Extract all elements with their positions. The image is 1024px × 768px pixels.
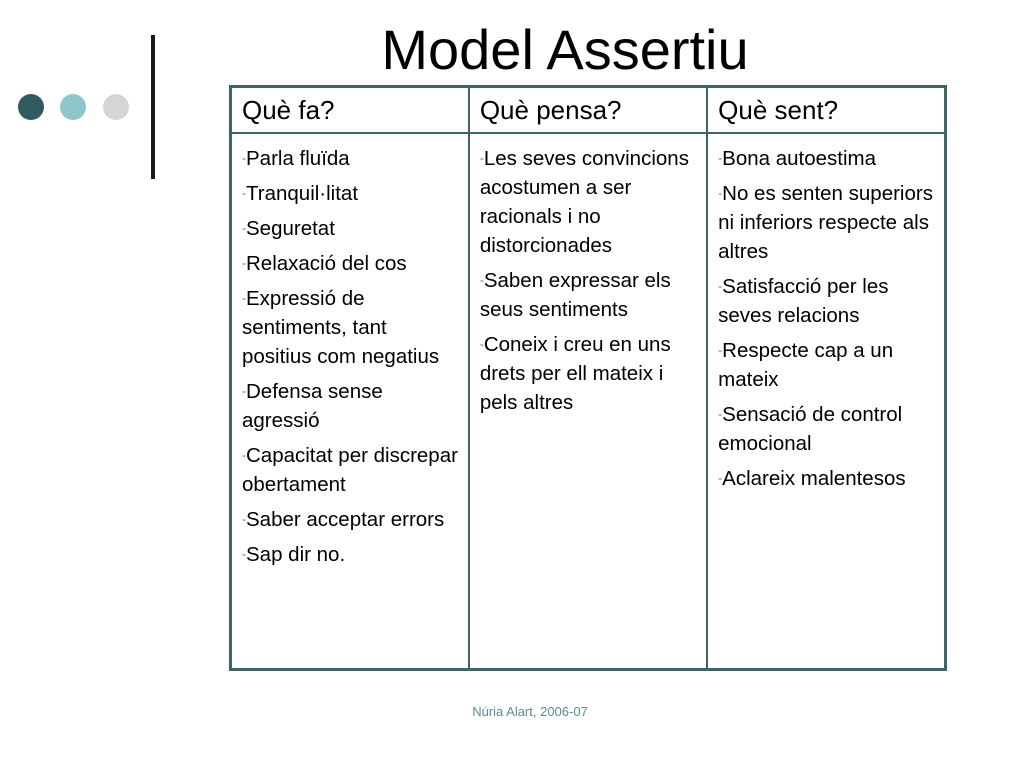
list-que-fa [242, 144, 460, 569]
list-item [480, 144, 698, 260]
list-item-text: Saber acceptar errors [246, 508, 445, 531]
column-que-fa [231, 133, 469, 670]
assertive-model-table [229, 85, 947, 671]
list-item [242, 377, 460, 435]
dash-bullet-icon: - [718, 151, 723, 165]
dash-bullet-icon: - [242, 547, 246, 561]
dash-bullet-icon: - [718, 407, 723, 421]
list-item [242, 505, 460, 534]
list-item [242, 284, 460, 371]
list-item-text: Les seves convincions acostumen a ser racionals i no distorcionades [479, 147, 689, 257]
list-item-text: Defensa sense agressió [242, 380, 383, 432]
list-que-sent [718, 144, 936, 493]
list-item [242, 179, 460, 208]
list-que-pensa [480, 144, 698, 417]
list-item-text: Bona autoestima [722, 147, 877, 170]
list-item-text: Saben expressar els seus sentiments [479, 269, 671, 321]
list-item [718, 144, 936, 173]
dash-bullet-icon: - [242, 186, 246, 200]
dash-bullet-icon: - [242, 291, 246, 305]
list-item [242, 441, 460, 499]
column-que-sent [707, 133, 945, 670]
list-item-text: Satisfacció per les seves relacions [718, 275, 889, 327]
dash-bullet-icon: - [718, 471, 723, 485]
list-item [242, 144, 460, 173]
list-item [242, 214, 460, 243]
list-item-text: Sensació de control emocional [718, 403, 903, 455]
list-item [718, 272, 936, 330]
list-item [718, 464, 936, 493]
header-que-sent: Què sent? [707, 87, 945, 134]
list-item [480, 330, 698, 417]
dash-bullet-icon: - [718, 279, 723, 293]
list-item-text: Aclareix malentesos [722, 467, 906, 490]
footer-credit: Núria Alart, 2006-07 [472, 704, 588, 719]
list-item [480, 266, 698, 324]
list-item-text: Relaxació del cos [246, 252, 407, 275]
list-item-text: Sap dir no. [246, 543, 346, 566]
list-item-text: Capacitat per discrepar obertament [242, 444, 458, 496]
header-que-fa: Què fa? [231, 87, 469, 134]
list-item-text: Expressió de sentiments, tant positius com negatius [242, 287, 440, 368]
list-item-text: Coneix i creu en uns drets per ell mateix i pels altres [479, 333, 671, 414]
dark-dot-icon [18, 94, 44, 120]
dash-bullet-icon: - [242, 448, 246, 462]
list-item [718, 336, 936, 394]
dash-bullet-icon: - [242, 256, 246, 270]
list-item [242, 540, 460, 569]
header-row [231, 87, 946, 134]
gray-dot-icon [103, 94, 129, 120]
dash-bullet-icon: - [479, 337, 484, 351]
list-item [718, 400, 936, 458]
dash-bullet-icon: - [718, 343, 723, 357]
dash-bullet-icon: - [242, 512, 246, 526]
list-item [242, 249, 460, 278]
dash-bullet-icon: - [242, 221, 246, 235]
dash-bullet-icon: - [242, 384, 246, 398]
list-item-text: No es senten superiors ni inferiors respecte als altres [718, 182, 933, 263]
dash-bullet-icon: - [479, 151, 484, 165]
dash-bullet-icon: - [718, 186, 723, 200]
dash-bullet-icon: - [479, 273, 484, 287]
content-row [231, 133, 946, 670]
teal-dot-icon [60, 94, 86, 120]
list-item-text: Parla fluïda [246, 147, 350, 170]
header-que-pensa: Què pensa? [469, 87, 707, 134]
list-item-text: Seguretat [246, 217, 335, 240]
list-item-text: Respecte cap a un mateix [718, 339, 894, 391]
slide-title: Model Assertiu [381, 18, 749, 81]
dash-bullet-icon: - [242, 151, 246, 165]
list-item [718, 179, 936, 266]
list-item-text: Tranquil·litat [246, 182, 359, 205]
column-que-pensa [469, 133, 707, 670]
